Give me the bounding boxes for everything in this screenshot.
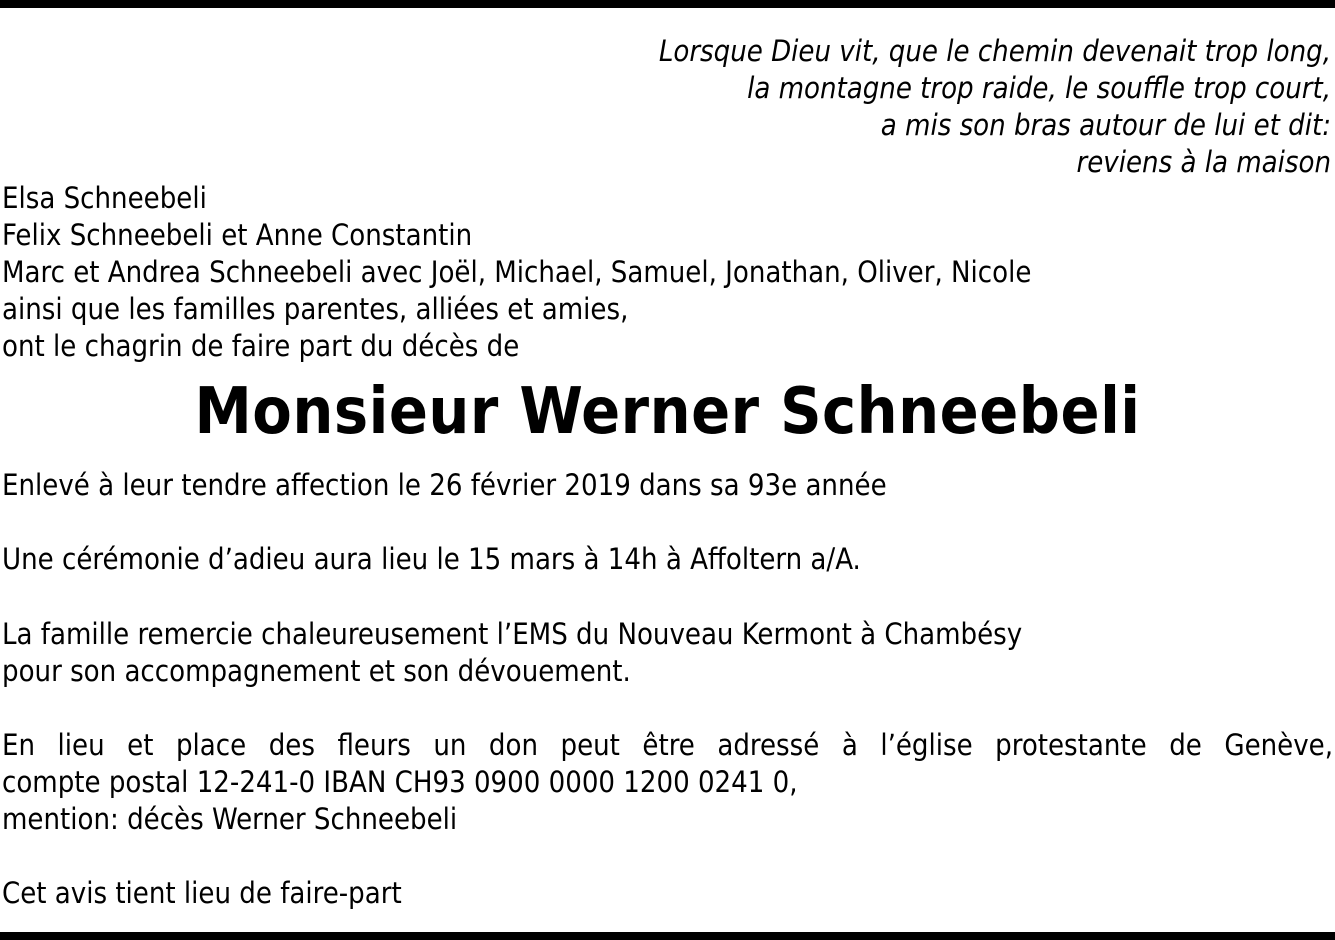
closing-paragraph <box>2 875 1333 912</box>
ceremony-text: Une cérémonie d’adieu aura lieu le 15 mars à 14h à Affoltern a/A. <box>2 542 861 576</box>
family-line: ont le chagrin de faire part du décès de <box>2 329 520 363</box>
poem-line: reviens à la maison <box>1076 145 1331 179</box>
deceased-name-heading: Monsieur Werner Schneebeli <box>194 375 1141 449</box>
family-line: Marc et Andrea Schneebeli avec Joël, Michael, Samuel, Jonathan, Oliver, Nicole <box>2 255 1032 289</box>
bottom-border-rule <box>0 932 1335 940</box>
thanks-line: La famille remercie chaleureusement l’EMS du Nouveau Kermont à Chambésy <box>2 617 1023 651</box>
family-line: Elsa Schneebeli <box>2 181 207 215</box>
closing-text: Cet avis tient lieu de faire-part <box>2 876 402 910</box>
donation-line: compte postal 12-241-0 IBAN CH93 0900 0000 1200 0241 0, <box>2 765 798 799</box>
family-list <box>2 180 1333 365</box>
death-notice-text: Enlevé à leur tendre affection le 26 février 2019 dans sa 93e année <box>2 468 887 502</box>
family-line: ainsi que les familles parentes, alliées et amies, <box>2 292 629 326</box>
ceremony-paragraph <box>2 541 1333 578</box>
poem-line: la montagne trop raide, le souffle trop court, <box>747 71 1331 105</box>
donation-line: mention: décès Werner Schneebeli <box>2 802 458 836</box>
top-border-rule <box>0 0 1335 8</box>
death-notice-paragraph <box>2 467 1333 504</box>
epigraph-poem <box>431 33 1331 181</box>
thanks-paragraph <box>2 616 1333 690</box>
donation-line: En lieu et place des fleurs un don peut être adressé à l’église protestante de Genève, <box>2 728 1333 762</box>
donation-paragraph <box>2 727 1333 838</box>
thanks-line: pour son accompagnement et son dévouement. <box>2 654 631 688</box>
poem-line: Lorsque Dieu vit, que le chemin devenait trop long, <box>658 34 1331 68</box>
family-line: Felix Schneebeli et Anne Constantin <box>2 218 473 252</box>
poem-line: a mis son bras autour de lui et dit: <box>880 108 1331 142</box>
